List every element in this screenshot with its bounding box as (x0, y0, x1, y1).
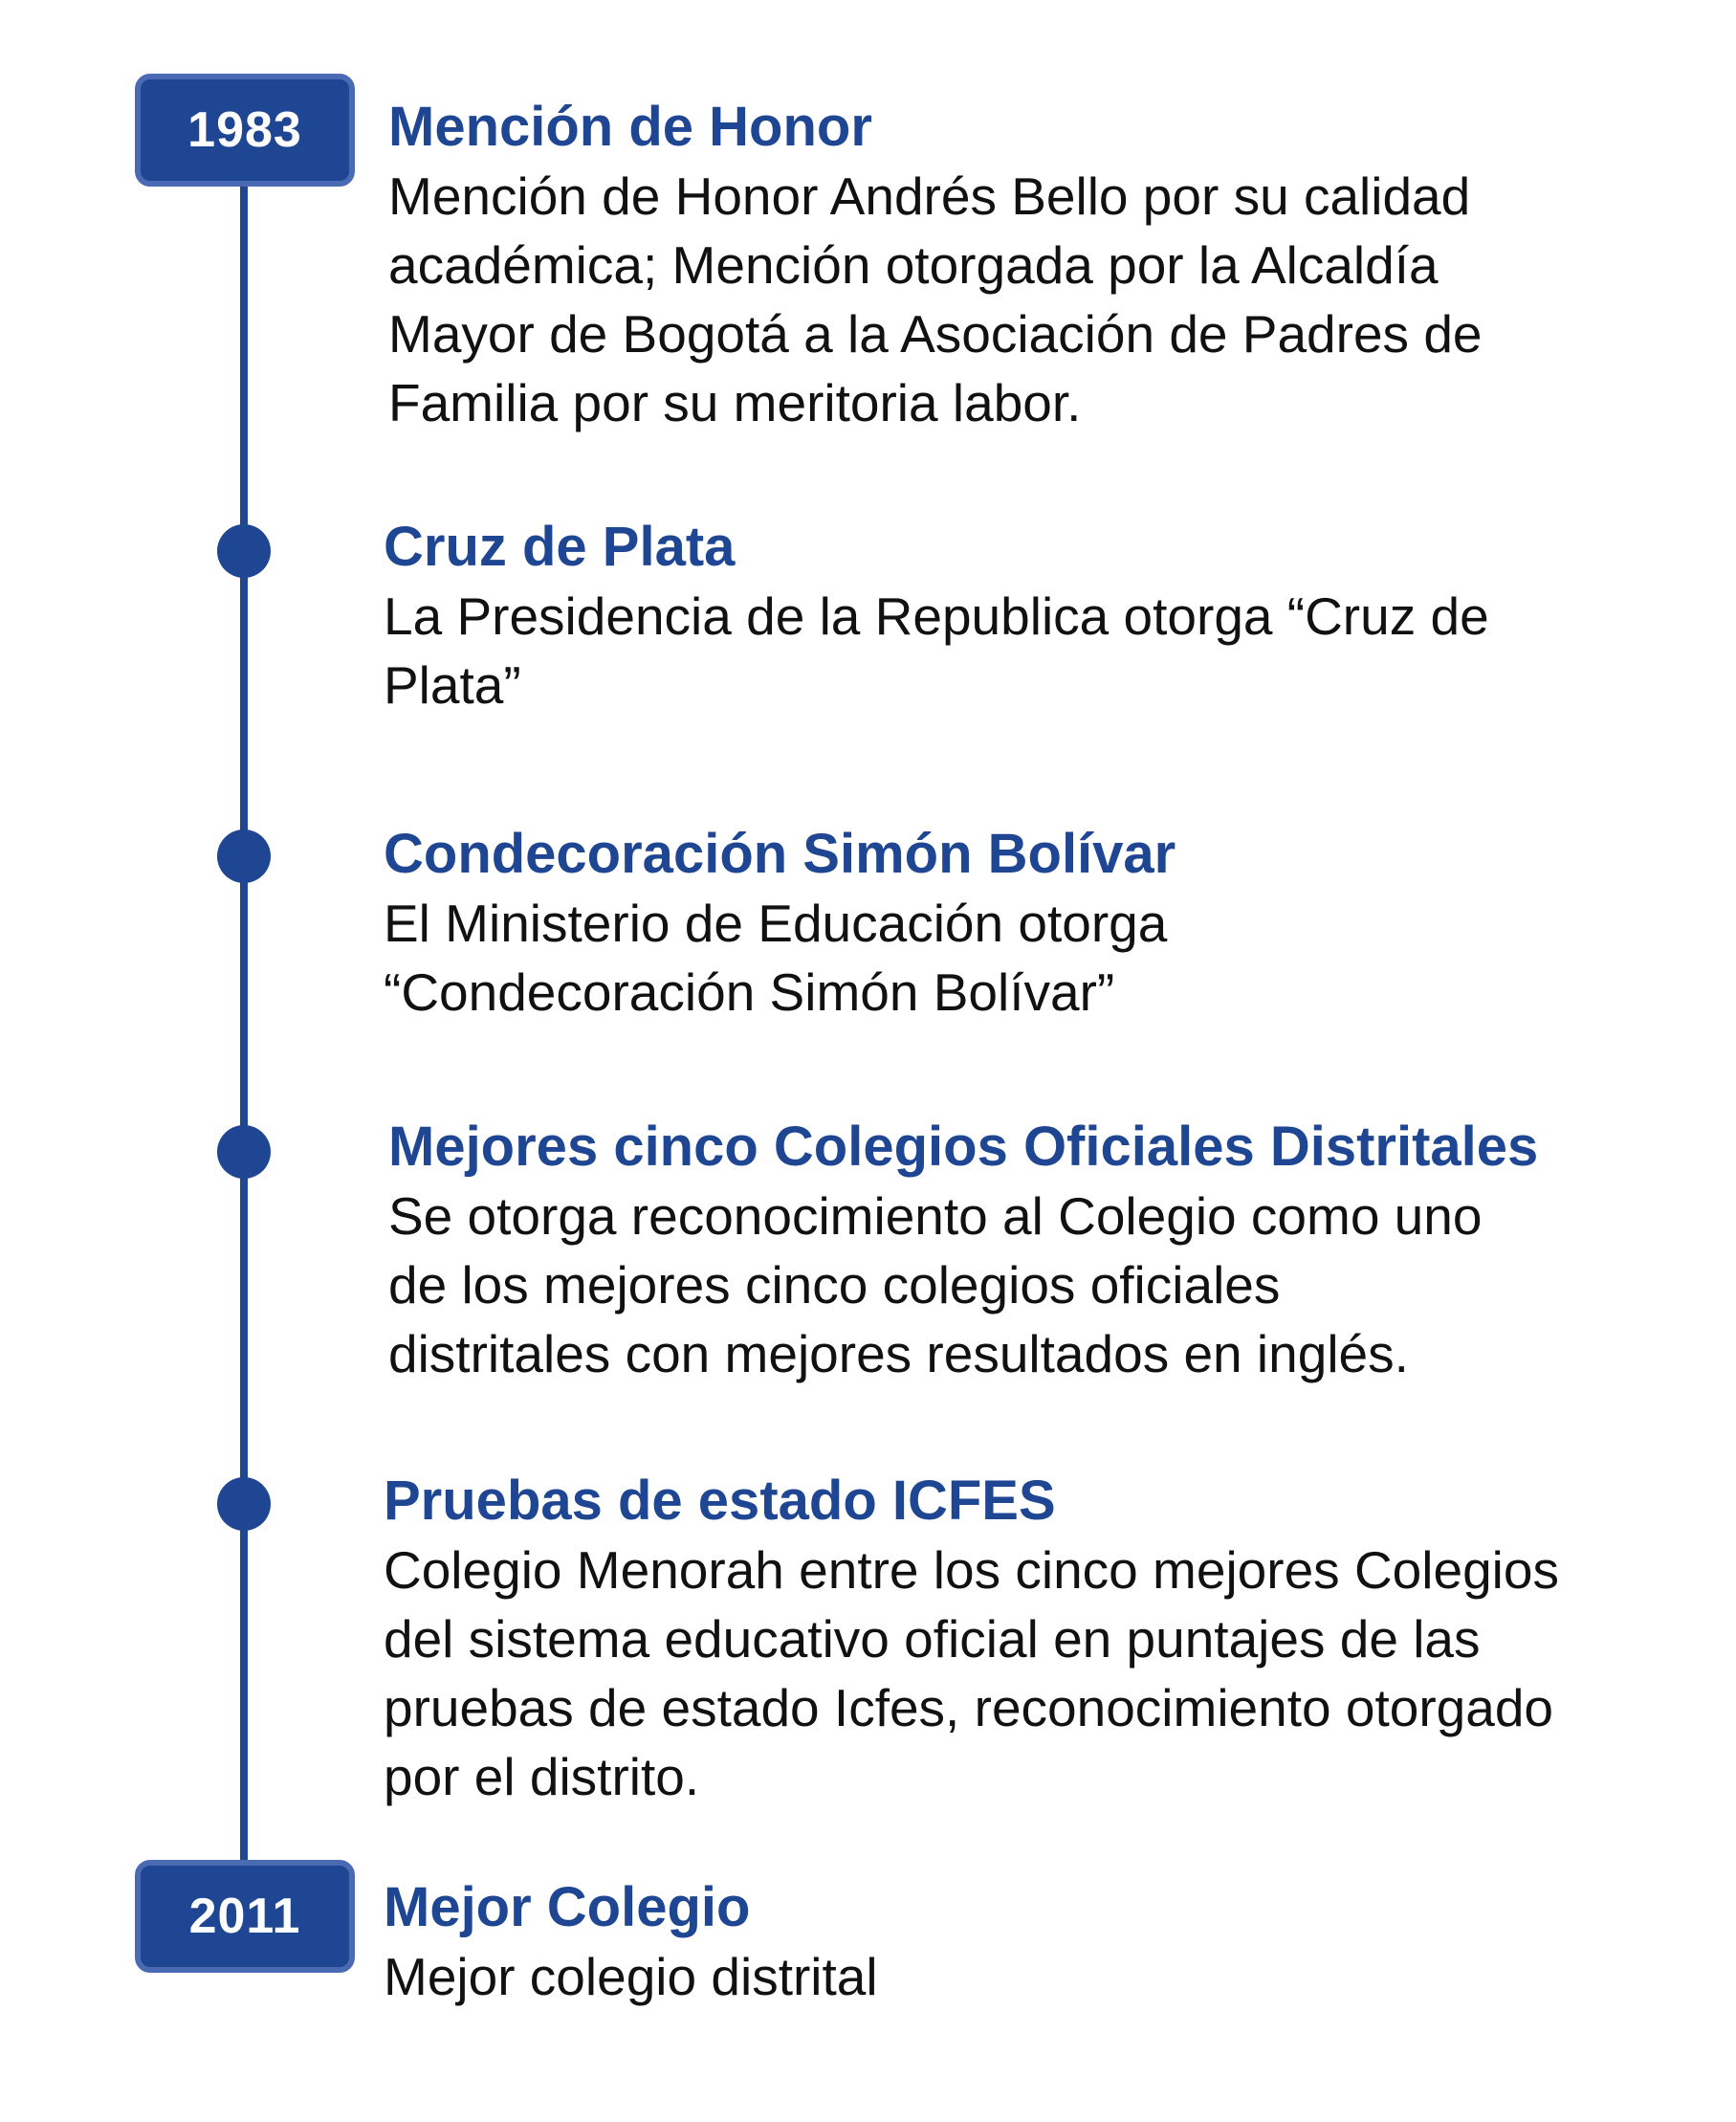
entry-title: Pruebas de estado ICFES (384, 1470, 1056, 1532)
year-badge-start: 1983 (135, 74, 355, 187)
timeline-dot (217, 1477, 271, 1531)
entry-description (384, 1942, 1665, 2011)
timeline-dot (217, 524, 271, 578)
entry-title: Mejores cinco Colegios Oficiales Distritales (388, 1116, 1539, 1178)
entry-title: Condecoración Simón Bolívar (384, 823, 1176, 885)
entry-description-line: de los mejores cinco colegios oficiales (388, 1255, 1281, 1315)
entry-title: Mención de Honor (388, 96, 872, 158)
timeline-entry-mencion-honor (388, 93, 1670, 437)
entry-description-line: distritales con mejores resultados en inglés. (388, 1324, 1409, 1383)
entry-description-line: pruebas de estado Icfes, reconocimiento otorgado (384, 1678, 1553, 1737)
entry-description-line: del sistema educativo oficial en puntajes de las (384, 1609, 1481, 1669)
timeline-entry-mejor-colegio (384, 1873, 1665, 2011)
entry-description-line: Familia por su meritoria labor. (388, 373, 1082, 432)
timeline-line (240, 144, 248, 1875)
timeline-entry-cruz-plata (384, 513, 1665, 719)
entry-description-line: La Presidencia de la Republica otorga “Cruz de (384, 586, 1489, 646)
entry-description (388, 162, 1670, 437)
entry-description-line: Mejor colegio distrital (384, 1947, 878, 2006)
entry-title: Mejor Colegio (384, 1876, 751, 1938)
entry-description-line: Plata” (384, 655, 521, 715)
timeline-entry-mejores-cinco (388, 1113, 1670, 1388)
year-badge-end: 2011 (135, 1860, 355, 1973)
entry-description-line: por el distrito. (384, 1747, 700, 1806)
entry-description-line: Mención de Honor Andrés Bello por su calidad (388, 166, 1471, 226)
timeline-entry-simon-bolivar (384, 820, 1665, 1027)
entry-description-line: “Condecoración Simón Bolívar” (384, 962, 1115, 1022)
entry-description (388, 1182, 1670, 1388)
timeline-dot (217, 1125, 271, 1179)
entry-description-line: Mayor de Bogotá a la Asociación de Padres de (388, 304, 1483, 364)
entry-title: Cruz de Plata (384, 516, 736, 578)
entry-description (384, 889, 1665, 1027)
timeline-entry-icfes (384, 1467, 1665, 1811)
entry-description (384, 582, 1665, 719)
timeline-dot (217, 829, 271, 883)
entry-description-line: Colegio Menorah entre los cinco mejores Colegios (384, 1540, 1559, 1600)
entry-description-line: El Ministerio de Educación otorga (384, 894, 1168, 953)
entry-description-line: Se otorga reconocimiento al Colegio como uno (388, 1186, 1483, 1246)
entry-description-line: académica; Mención otorgada por la Alcaldía (388, 235, 1439, 295)
entry-description (384, 1536, 1665, 1811)
